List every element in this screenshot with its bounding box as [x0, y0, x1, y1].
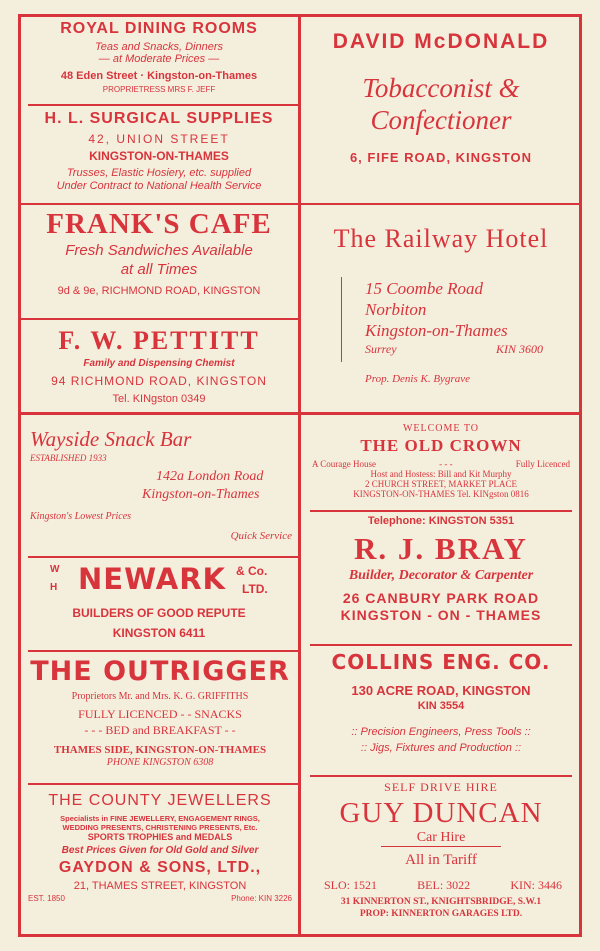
ad-text: Fresh Sandwiches Available	[65, 242, 253, 259]
divider	[28, 104, 298, 106]
ad-text: at all Times	[120, 261, 198, 278]
ad-address: 31 KINNERTON ST., KNIGHTSBRIDGE, S.W.1	[340, 897, 542, 907]
ad-rj-bray	[306, 515, 576, 623]
ad-address: Kingston-on-Thames	[142, 487, 260, 502]
ad-text: Kingston's Lowest Prices	[30, 511, 132, 522]
ad-text: Under Contract to National Health Service	[56, 180, 262, 192]
divider	[310, 510, 572, 512]
ad-phone: KIN 3554	[417, 700, 465, 712]
ad-initial: H	[50, 582, 58, 593]
ad-text: - - - BED and BREAKFAST - -	[84, 723, 236, 737]
ad-address: 48 Eden Street · Kingston-on-Thames	[60, 70, 258, 82]
ad-title: FRANK'S CAFE	[46, 208, 272, 240]
ad-newark	[28, 560, 290, 640]
ad-text: Teas and Snacks, Dinners	[95, 41, 223, 53]
ad-royal-dining-rooms	[28, 20, 290, 94]
ad-text: Best Prices Given for Old Gold and Silver	[61, 845, 259, 856]
ad-title: GUY DUNCAN	[339, 797, 543, 829]
ad-town: KINGSTON-ON-THAMES	[89, 149, 229, 163]
railway-left-rule	[341, 277, 342, 362]
ad-address: KINGSTON - ON - THAMES	[340, 607, 542, 623]
ad-proprietor: PROPRIETRESS MRS F. JEFF	[102, 85, 216, 94]
ad-title: THE OLD CROWN	[360, 436, 522, 455]
ad-title: R. J. BRAY	[354, 531, 528, 566]
address-line: Surrey	[365, 342, 397, 356]
divider	[310, 644, 572, 646]
ad-est: ESTABLISHED 1933	[30, 453, 107, 463]
ad-text: BUILDERS OF GOOD REPUTE	[72, 606, 246, 620]
ad-text: SELF DRIVE HIRE	[384, 780, 498, 794]
ad-text: WELCOME TO	[402, 423, 479, 434]
ad-text: Specialists in FINE JEWELLERY, ENGAGEMENT RINGS,	[60, 814, 260, 823]
ad-address: KINGSTON-ON-THAMES Tel. KINgston 0816	[353, 489, 529, 499]
ad-text: Quick Service	[230, 530, 292, 542]
ad-phone: BEL: 3022	[417, 878, 471, 892]
ad-company: GAYDON & SONS, LTD.,	[58, 859, 262, 876]
ad-text: FULLY LICENCED - - SNACKS	[78, 707, 242, 721]
ad-wayside-snack-bar	[30, 427, 292, 542]
address-line: Kingston-on-Thames	[365, 321, 508, 340]
address-line: Norbiton	[365, 300, 427, 319]
divider	[18, 318, 298, 320]
ad-county-jewellers	[28, 792, 292, 903]
divider	[28, 650, 298, 652]
ad-proprietor: PROP: KINNERTON GARAGES LTD.	[359, 909, 523, 919]
ad-text: Car Hire	[416, 830, 466, 845]
ad-est: EST. 1850	[28, 894, 65, 903]
ad-text: Proprietors Mr. and Mrs. K. G. GRIFFITHS	[71, 691, 249, 702]
ad-title: NEWARK	[78, 562, 227, 596]
ad-text: — at Moderate Prices —	[98, 53, 220, 65]
ad-address: 142a London Road	[156, 469, 264, 484]
ad-phone: PHONE KINGSTON 6308	[106, 757, 214, 768]
ad-title: F. W. PETTITT	[58, 326, 260, 355]
divider	[28, 783, 298, 785]
ad-railway-address	[365, 278, 575, 390]
ad-phone: Telephone: KINGSTON 5351	[367, 515, 515, 527]
ad-address: 6, FIFE ROAD, KINGSTON	[349, 150, 533, 165]
ad-title: THE COUNTY JEWELLERS	[48, 792, 272, 809]
ad-text: Tobacconist &	[362, 73, 520, 103]
ad-old-crown	[308, 423, 574, 499]
ad-guy-duncan	[308, 780, 574, 919]
ad-title: Wayside Snack Bar	[30, 427, 192, 451]
ad-text: :: Jigs, Fixtures and Production ::	[360, 742, 522, 754]
ad-pettitt	[28, 326, 290, 405]
ad-text: :: Precision Engineers, Press Tools ::	[351, 726, 531, 738]
ad-text: Host and Hostess: Bill and Kit Murphy	[370, 469, 512, 479]
ad-text: Builder, Decorator & Carpenter	[348, 568, 534, 583]
address-line: 15 Coombe Road	[365, 279, 484, 298]
ad-address: 9d & 9e, RICHMOND ROAD, KINGSTON	[57, 285, 261, 297]
ad-address: 21, THAMES STREET, KINGSTON	[73, 880, 247, 892]
ad-david-mcdonald	[304, 30, 578, 165]
ad-title: COLLINS ENG. CO.	[331, 650, 551, 674]
ad-proprietor: Prop. Denis K. Bygrave	[365, 373, 470, 385]
ad-phone: Tel. KINgston 0349	[112, 393, 206, 405]
ad-title: THE OUTRIGGER	[30, 656, 290, 687]
ad-phone: KINGSTON 6411	[112, 626, 206, 640]
ad-text: Trusses, Elastic Hosiery, etc. supplied	[66, 167, 252, 179]
middle-rule	[18, 412, 582, 415]
divider	[310, 775, 572, 777]
ad-franks-cafe	[28, 208, 290, 297]
ad-title: DAVID McDONALD	[332, 30, 550, 53]
ad-text: All in Tariff	[405, 852, 477, 868]
underline	[381, 846, 501, 847]
divider	[301, 203, 582, 205]
ad-address: 2 CHURCH STREET, MARKET PLACE	[365, 479, 517, 489]
divider	[28, 556, 298, 558]
right-rule	[579, 14, 582, 937]
ad-phone: SLO: 1521	[324, 878, 378, 892]
ad-text: Confectioner	[370, 105, 512, 135]
ad-title: H. L. SURGICAL SUPPLIES	[44, 110, 274, 127]
ad-text: LTD.	[242, 582, 268, 596]
ad-address: 130 ACRE ROAD, KINGSTON	[351, 683, 531, 698]
ad-address: 26 CANBURY PARK ROAD	[342, 590, 540, 606]
ad-phone: KIN 3600	[495, 342, 543, 356]
ad-text: Family and Dispensing Chemist	[83, 358, 235, 369]
ad-text: A Courage House	[312, 459, 376, 469]
ad-text: - - -	[439, 459, 453, 469]
ad-text: Fully Licenced	[515, 459, 570, 469]
ad-text: & Co.	[236, 564, 268, 578]
ad-address: THAMES SIDE, KINGSTON-ON-THAMES	[53, 744, 267, 756]
ad-hl-surgical-supplies	[28, 110, 290, 192]
ad-phone: KIN: 3446	[510, 878, 562, 892]
left-rule	[18, 14, 21, 937]
ad-railway-hotel	[304, 224, 578, 254]
ad-title: The Railway Hotel	[333, 224, 549, 253]
ad-text: SPORTS TROPHIES and MEDALS	[87, 832, 233, 842]
ad-address: 42, UNION STREET	[88, 132, 230, 146]
ad-phone: Phone: KIN 3226	[231, 894, 292, 903]
divider	[18, 203, 298, 205]
ad-address: 94 RICHMOND ROAD, KINGSTON	[51, 374, 267, 388]
ad-collins-eng	[306, 650, 576, 754]
ad-initial: W	[50, 564, 60, 575]
ad-text: WEDDING PRESENTS, CHRISTENING PRESENTS, Etc.	[62, 823, 258, 832]
ad-title: ROYAL DINING ROOMS	[60, 20, 258, 37]
ad-outrigger	[28, 655, 292, 768]
center-rule	[298, 14, 301, 937]
